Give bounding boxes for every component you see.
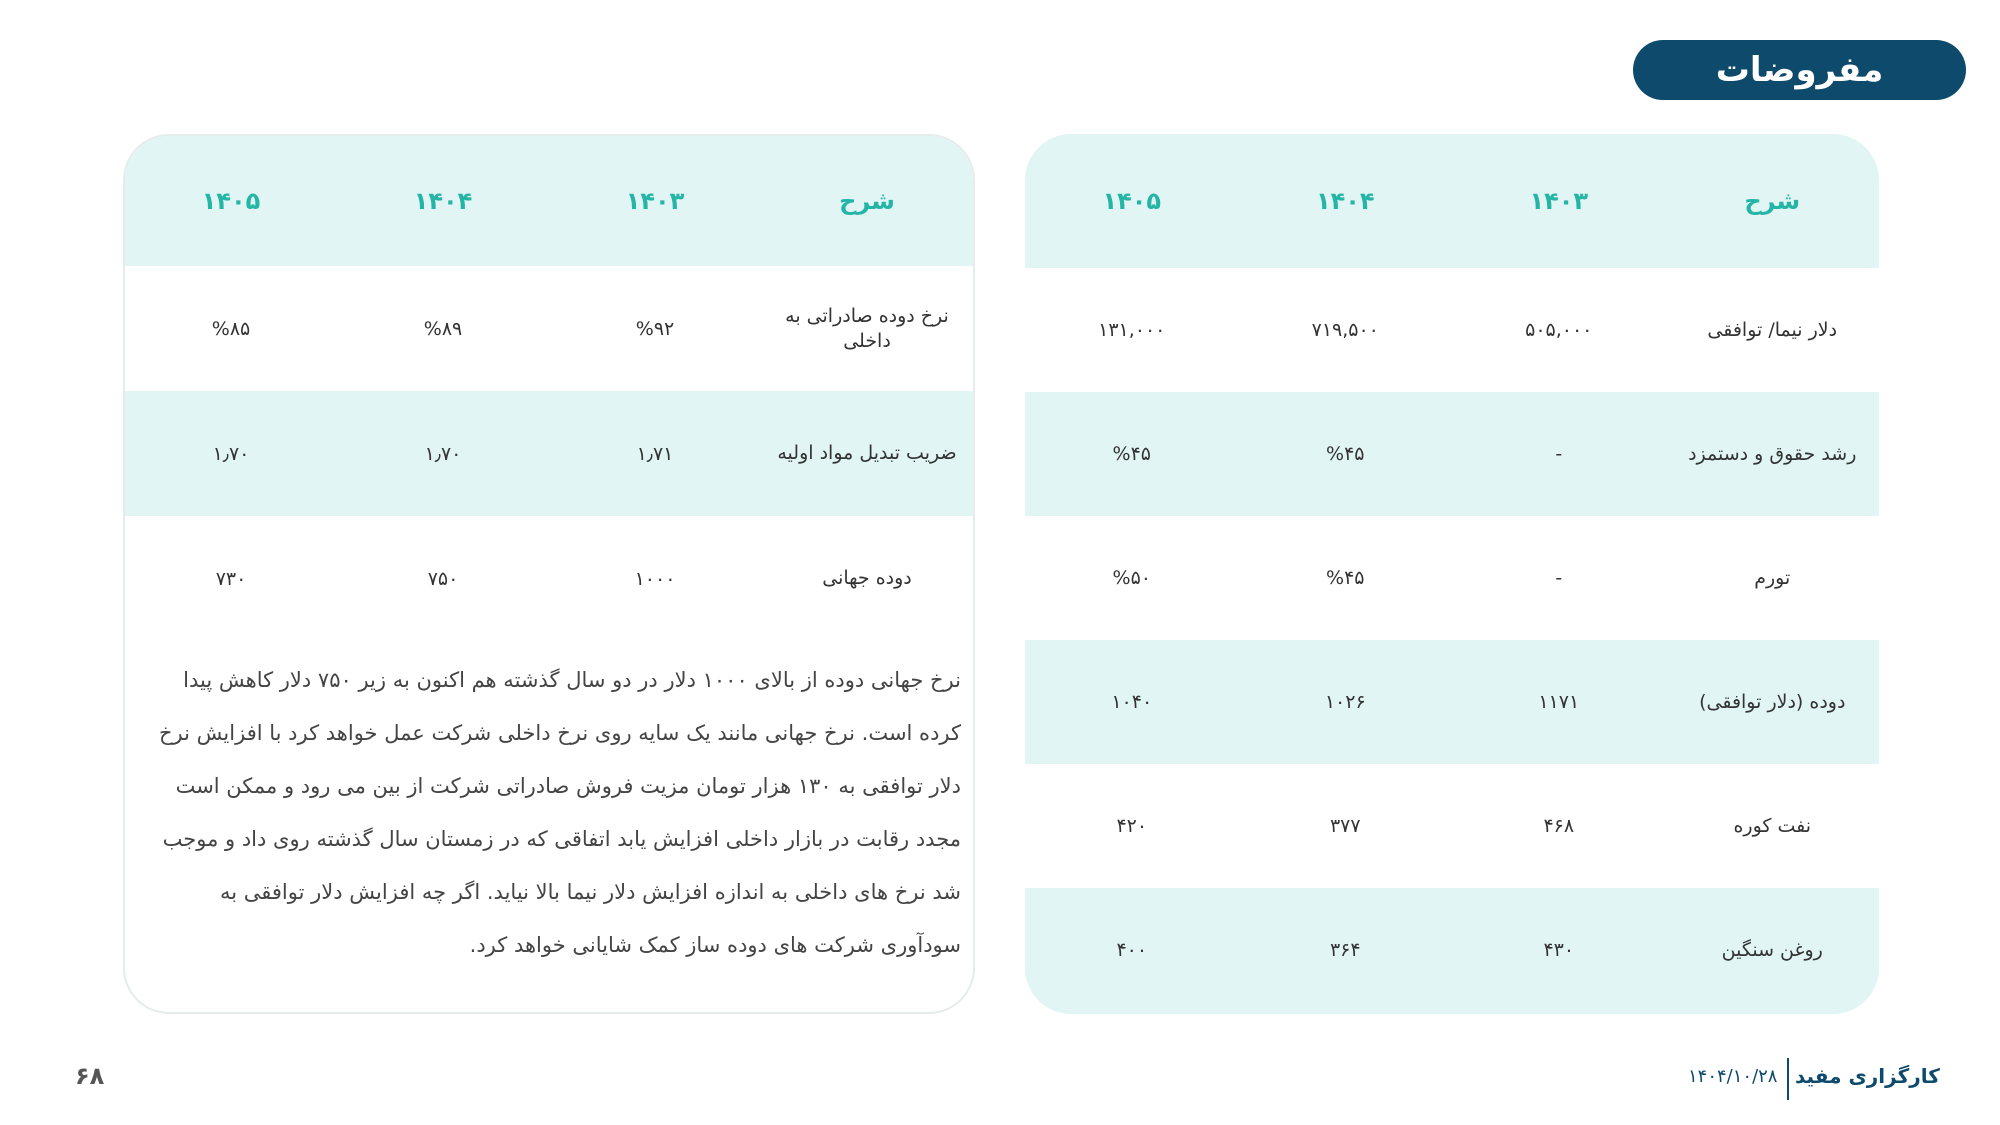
carbon-black-table xyxy=(125,136,973,641)
table-cell: ۱٫۷۰ xyxy=(337,391,549,516)
table-cell: %۴۵ xyxy=(1239,392,1453,516)
table-cell: ۱٫۷۱ xyxy=(549,391,761,516)
row-label: روغن سنگین xyxy=(1666,888,1880,1012)
table-row xyxy=(1025,392,1879,516)
table-cell: %۴۵ xyxy=(1025,392,1239,516)
table-row xyxy=(125,266,973,391)
table-row xyxy=(1025,640,1879,764)
table-cell: ۴۲۰ xyxy=(1025,764,1239,888)
row-label: دوده (دلار توافقی) xyxy=(1666,640,1880,764)
row-label: نفت کوره xyxy=(1666,764,1880,888)
column-header: ۱۴۰۴ xyxy=(1315,187,1375,215)
table-row xyxy=(125,391,973,516)
table-cell: ۴۶۸ xyxy=(1452,764,1666,888)
table-cell: ۷۳۰ xyxy=(125,516,337,641)
table-cell: %۵۰ xyxy=(1025,516,1239,640)
table-cell: ۳۶۴ xyxy=(1239,888,1453,1012)
page-number: ۶۸ xyxy=(75,1062,105,1090)
table-cell: - xyxy=(1452,516,1666,640)
table-cell: ۴۰۰ xyxy=(1025,888,1239,1012)
column-header: ۱۴۰۵ xyxy=(125,136,337,266)
row-label: رشد حقوق و دستمزد xyxy=(1666,392,1880,516)
row-label: دوده جهانی xyxy=(761,516,973,641)
assumptions-table xyxy=(1025,134,1879,1012)
column-header: شرح xyxy=(761,136,973,266)
table-row xyxy=(1025,516,1879,640)
table-header-row xyxy=(125,136,973,266)
table-cell: %۸۵ xyxy=(125,266,337,391)
table-cell: - xyxy=(1452,392,1666,516)
table-row xyxy=(1025,764,1879,888)
row-label: ضریب تبدیل مواد اولیه xyxy=(761,391,973,516)
table-header-row xyxy=(1025,134,1879,268)
table-cell: ۱۰۰۰ xyxy=(549,516,761,641)
table-cell: ۱٫۷۰ xyxy=(125,391,337,516)
analysis-note: نرخ جهانی دوده از بالای ۱۰۰۰ دلار در دو سال گذشته هم اکنون به زیر ۷۵۰ دلار کاهش پیدا کرده است. نرخ جهانی مانند یک سایه روی نرخ داخلی شرکت عمل خواهد کرد با افزایش نرخ دلار توافقی به ۱۳۰ هزار تومان مزیت فروش صادراتی شرکت از بین می رود و ممکن است مجدد رقابت در بازار داخلی افزایش یابد اتفاقی که در زمستان سال گذشته روی داد و موجب شد نرخ های داخلی به اندازه افزایش دلار نیما بالا نیاید. اگر چه افزایش دلار توافقی به سودآوری شرکت های دوده ساز کمک شایانی خواهد کرد. xyxy=(159,668,961,957)
table-cell: ۳۷۷ xyxy=(1239,764,1453,888)
brand-logo-text: کارگزاری مفید xyxy=(1795,1064,1940,1088)
table-cell: ۱۳۱,۰۰۰ xyxy=(1025,268,1239,392)
row-label: دلار نیما/ توافقی xyxy=(1666,268,1880,392)
footer-divider xyxy=(1787,1058,1789,1100)
assumptions-table-panel xyxy=(1025,134,1879,1014)
table-row xyxy=(1025,268,1879,392)
column-header: ۱۴۰۵ xyxy=(1102,187,1162,215)
column-header: ۱۴۰۳ xyxy=(549,136,761,266)
table-cell: ۵۰۵,۰۰۰ xyxy=(1452,268,1666,392)
column-header: ۱۴۰۴ xyxy=(337,136,549,266)
table-cell: %۹۲ xyxy=(549,266,761,391)
column-header: ۱۴۰۳ xyxy=(1529,187,1589,215)
table-row xyxy=(1025,888,1879,1012)
column-header: شرح xyxy=(1744,187,1801,215)
table-cell: %۴۵ xyxy=(1239,516,1453,640)
table-cell: ۷۵۰ xyxy=(337,516,549,641)
table-row xyxy=(125,516,973,641)
row-label: تورم xyxy=(1666,516,1880,640)
table-cell: %۸۹ xyxy=(337,266,549,391)
table-cell: ۱۰۴۰ xyxy=(1025,640,1239,764)
report-date: ۱۴۰۴/۱۰/۲۸ xyxy=(1688,1066,1778,1087)
table-cell: ۱۱۷۱ xyxy=(1452,640,1666,764)
table-cell: ۴۳۰ xyxy=(1452,888,1666,1012)
row-label: نرخ دوده صادراتی به داخلی xyxy=(761,266,973,391)
table-cell: ۱۰۲۶ xyxy=(1239,640,1453,764)
table-cell: ۷۱۹,۵۰۰ xyxy=(1239,268,1453,392)
carbon-black-panel xyxy=(123,134,975,1014)
page-title: مفروضات xyxy=(1633,40,1966,100)
